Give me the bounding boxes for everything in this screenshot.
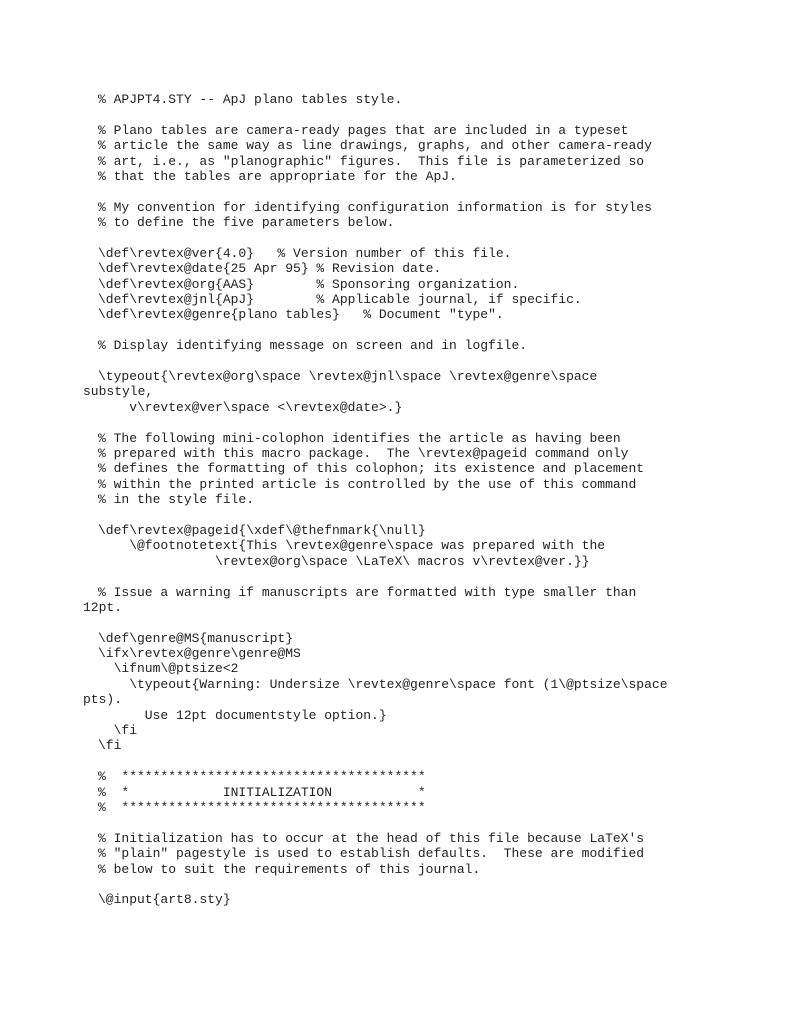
blank-line [98,877,778,892]
code-line: \def\revtex@jnl{ApJ} % Applicable journal, if specific. [98,292,582,308]
blank-line [98,508,778,523]
code-line: 12pt. [83,599,123,615]
code-line: \ifx\revtex@genre\genre@MS [98,646,301,662]
code-line: % The following mini-colophon identifies the article as having been [98,430,621,446]
code-line: % APJPT4.STY -- ApJ plano tables style. [98,92,403,107]
code-line: pts). [83,692,123,708]
code-line: % Display identifying message on screen and in logfile. [98,338,528,354]
blank-line [98,231,778,246]
blank-line [98,615,778,630]
code-line: \def\genre@MS{manuscript} [98,630,294,646]
code-line: % *************************************** [98,769,426,785]
code-line: \@footnotetext{This \revtex@genre\space was prepared with the [98,538,606,554]
code-line: Use 12pt documentstyle option.} [98,707,387,723]
code-line: \def\revtex@org{AAS} % Sponsoring organization. [98,276,520,292]
code-line: \ifnum\@ptsize<2 [98,661,239,677]
code-line: % article the same way as line drawings, graphs, and other camera-ready [98,138,652,154]
blank-line [98,815,778,830]
blank-line [98,569,778,584]
code-line: % art, i.e., as "planographic" figures. This file is parameterized so [98,153,645,169]
code-line: \@input{art8.sty} [98,892,231,908]
code-line: % *************************************** [98,799,426,815]
code-line: % Initialization has to occur at the head of this file because LaTeX's [98,830,645,846]
style-file-listing [83,92,778,908]
code-line: \def\revtex@genre{plano tables} % Document "type". [98,307,504,323]
code-line: substyle, [83,384,154,400]
code-line: % to define the five parameters below. [98,215,395,231]
code-line: \fi [98,723,138,739]
code-line: % "plain" pagestyle is used to establish defaults. These are modified [98,846,645,862]
code-line: \def\revtex@date{25 Apr 95} % Revision date. [98,261,442,277]
code-line: % below to suit the requirements of this journal. [98,861,481,877]
blank-line [98,107,778,122]
code-line: v\revtex@ver\space <\revtex@date>.} [98,399,403,415]
code-line: % prepared with this macro package. The \revtex@pageid command only [98,445,629,461]
code-line: % Issue a warning if manuscripts are formatted with type smaller than [98,584,637,600]
code-line: \def\revtex@pageid{\xdef\@thefnmark{\null} [98,522,426,538]
code-line: % defines the formatting of this colophon; its existence and placement [98,461,645,477]
blank-line [98,415,778,430]
code-line: % Plano tables are camera-ready pages that are included in a typeset [98,122,629,138]
code-line: \revtex@org\space \LaTeX\ macros v\revtex@ver.}} [98,553,590,569]
code-line: \typeout{\revtex@org\space \revtex@jnl\space \revtex@genre\space [98,369,598,385]
blank-line [98,354,778,369]
code-line: % My convention for identifying configuration information is for styles [98,199,652,215]
code-line: \def\revtex@ver{4.0} % Version number of this file. [98,245,512,261]
code-line: \fi [98,738,122,754]
code-line: % * INITIALIZATION * [98,784,426,800]
blank-line [98,323,778,338]
code-line: \typeout{Warning: Undersize \revtex@genre\space font (1\@ptsize\space [98,676,668,692]
code-line: % in the style file. [98,492,255,508]
code-line: % within the printed article is controlled by the use of this command [98,476,637,492]
code-line: % that the tables are appropriate for the ApJ. [98,168,457,184]
blank-line [98,184,778,199]
blank-line [98,754,778,769]
